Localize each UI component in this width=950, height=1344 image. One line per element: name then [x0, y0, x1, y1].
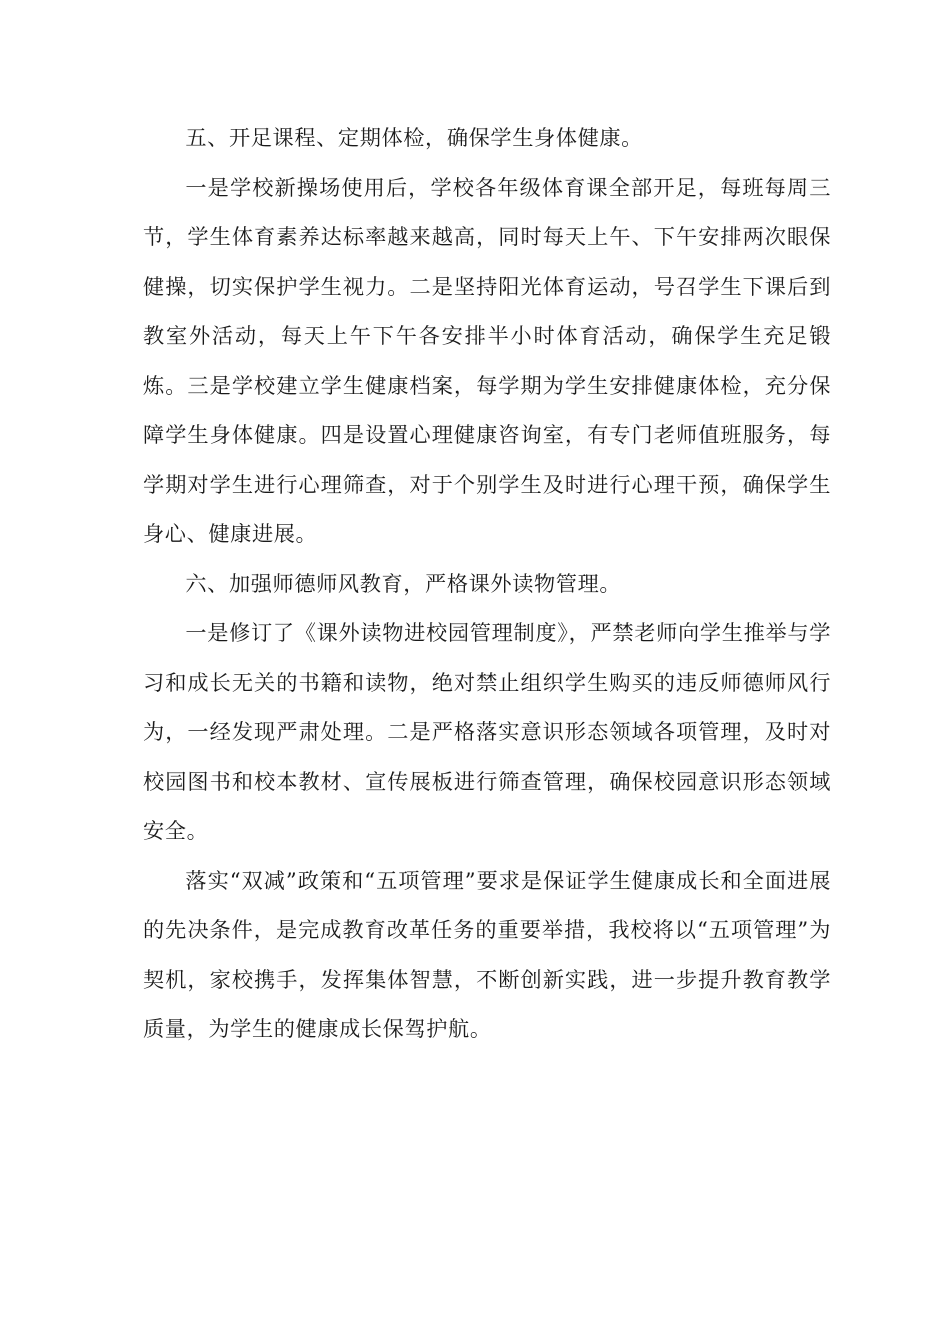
section-heading-5: 五、开足课程、定期体检，确保学生身体健康。 [185, 125, 643, 150]
paragraph-reading: 一是修订了《课外读物进校园管理制度》，严禁老师向学生推举与学习和成长无关的书籍和读物，绝对禁止组织学生购买的违反师德师风行为，一经发现严肃处理。二是严格落实意识形态领域各项管理，及时对校园图书和校本教材、宣传展板进行筛查管理，确保校园意识形态领域安全。 [143, 620, 831, 843]
paragraph-conclusion: 落实“双减”政策和“五项管理”要求是保证学生健康成长和全面进展的先决条件，是完成教育改革任务的重要举措，我校将以“五项管理”为契机，家校携手，发挥集体智慧，不断创新实践，进一步提升教育教学质量，为学生的健康成长保驾护航。 [143, 867, 831, 1041]
document-body [143, 113, 831, 1054]
paragraph-health: 一是学校新操场使用后，学校各年级体育课全部开足，每班每周三节，学生体育素养达标率越来越高，同时每天上午、下午安排两次眼保健操，切实保护学生视力。二是坚持阳光体育运动，号召学生下课后到教室外活动，每天上午下午各安排半小时体育活动，确保学生充足锻炼。三是学校建立学生健康档案，每学期为学生安排健康体检，充分保障学生身体健康。四是设置心理健康咨询室，有专门老师值班服务，每学期对学生进行心理筛查，对于个别学生及时进行心理干预，确保学生身心、健康进展。 [143, 174, 831, 546]
section-heading-6: 六、加强师德师风教育，严格课外读物管理。 [185, 570, 622, 596]
